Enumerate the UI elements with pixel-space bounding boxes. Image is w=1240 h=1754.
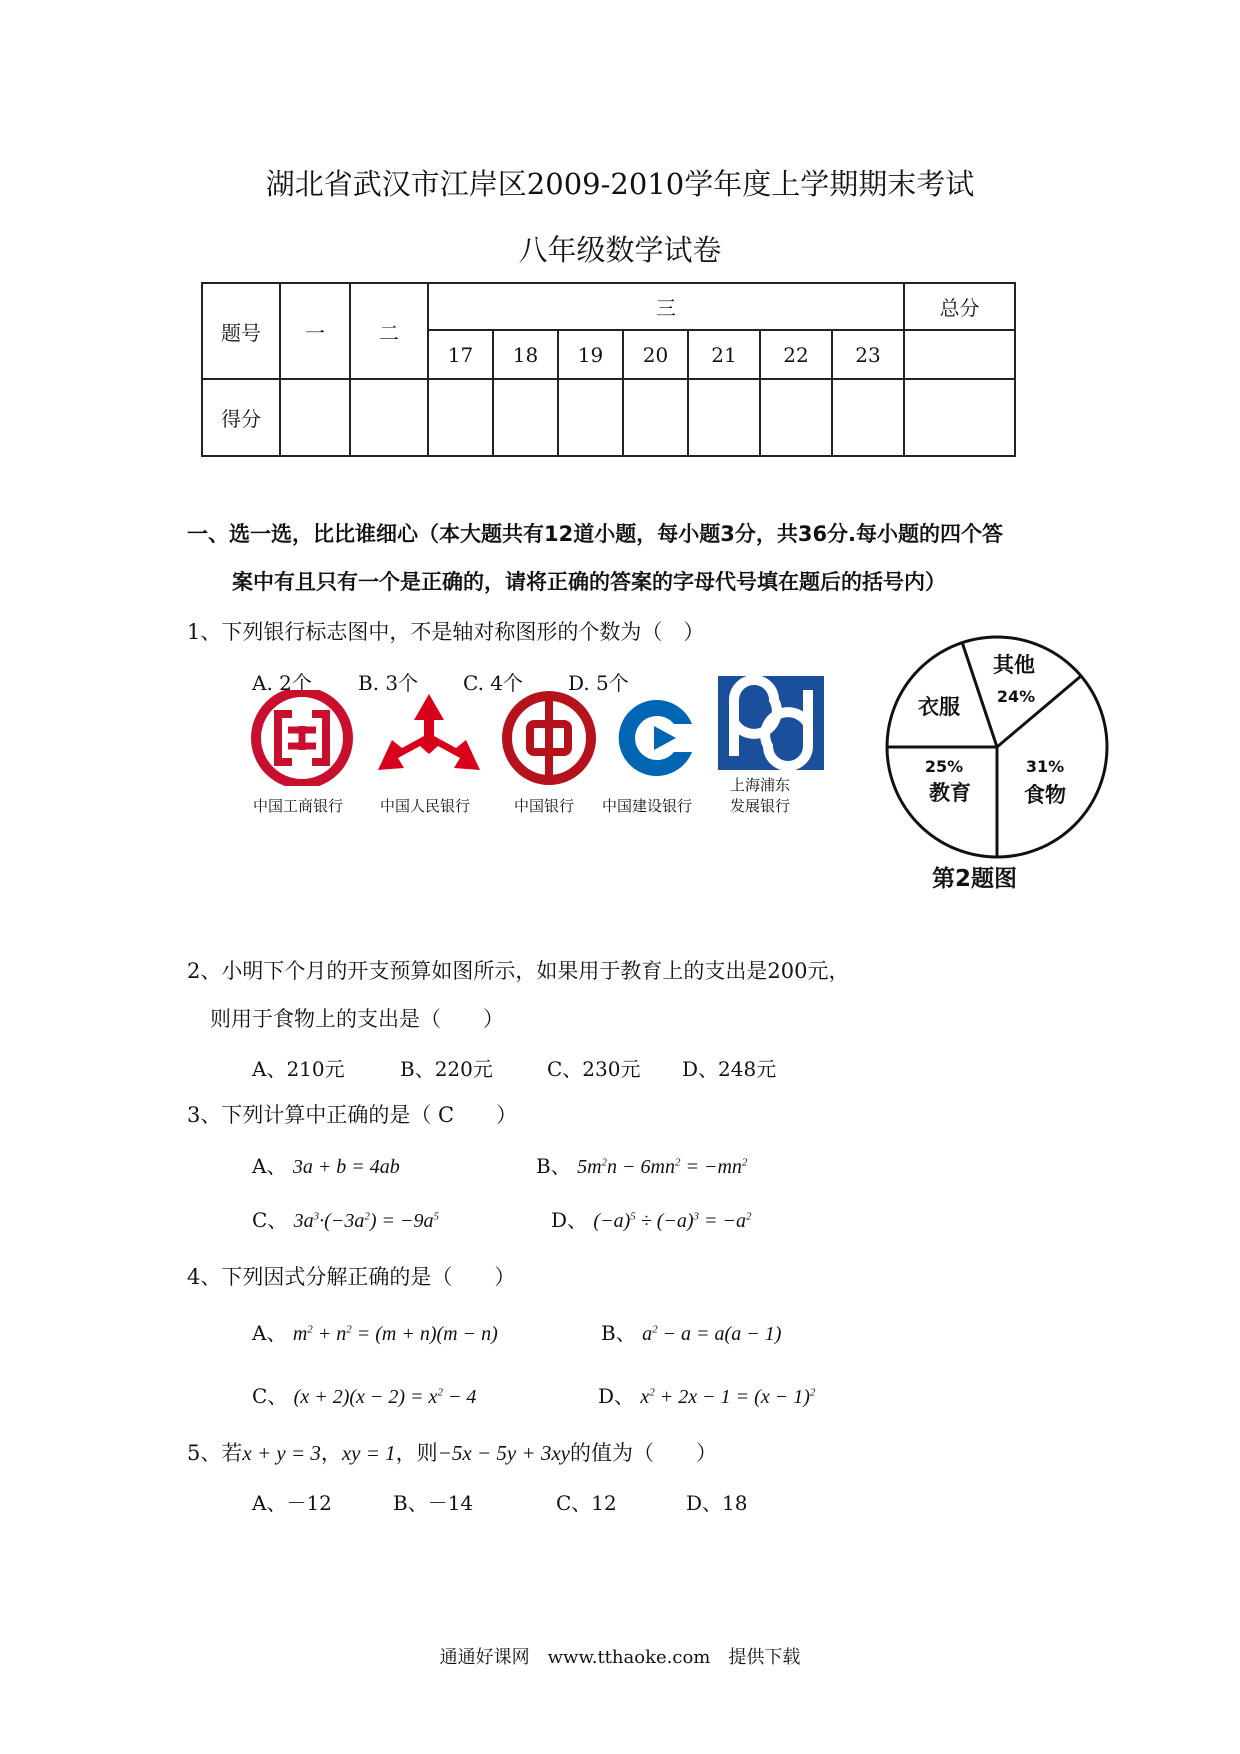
logo-caption-spdb-line1: 上海浦东 [730, 776, 791, 794]
q5-option-a: A、－12 [252, 1491, 332, 1515]
score-table-subcol: 21 [688, 330, 760, 379]
score-table-col-three: 三 [428, 283, 904, 330]
score-table [201, 282, 1016, 457]
score-table-subcol: 19 [558, 330, 623, 379]
section1-header-line2: 案中有且只有一个是正确的，请将正确的答案的字母代号填在题后的括号内） [232, 570, 946, 594]
score-cell [760, 379, 832, 456]
score-table-subcol: 17 [428, 330, 493, 379]
score-table-col-one: 一 [280, 283, 350, 379]
q4-option-a: A、 $m^2 + n^2 = (m + n)(m - n)$ [252, 1321, 498, 1345]
pie-pct-education: 25% [924, 757, 964, 776]
score-table-subcol: 23 [832, 330, 904, 379]
score-table-subcol: 20 [623, 330, 688, 379]
pie-caption: 第2题图 [932, 866, 1018, 892]
score-cell [688, 379, 760, 456]
score-table-row-label-question: 题号 [202, 283, 280, 379]
q2-stem-line2: 则用于食物上的支出是（ ） [210, 1007, 504, 1031]
q3-option-c: C、 $3a^3\cdot(-3a^2) = -9a^5$ [252, 1208, 439, 1232]
q3-stem: 3、下列计算中正确的是（ C ） [187, 1103, 518, 1127]
q4-option-b: B、 $a^2 - a = a(a - 1)$ [601, 1321, 782, 1345]
score-table-subcol: 18 [493, 330, 558, 379]
q1-option-a: A. 2个 [252, 671, 312, 695]
q4-option-c: C、 $(x + 2)(x - 2) = x^2 - 4$ [252, 1384, 477, 1408]
logo-caption-pboc: 中国人民银行 [380, 797, 471, 815]
score-cell [623, 379, 688, 456]
budget-pie-chart [882, 632, 1112, 862]
pie-label-clothes: 衣服 [918, 695, 960, 719]
ccb-logo-icon [614, 696, 698, 780]
q1-option-c: C. 4个 [463, 671, 524, 695]
icbc-logo-icon [248, 690, 356, 786]
score-cell [904, 379, 1015, 456]
score-cell [350, 379, 428, 456]
q5-option-d: D、18 [686, 1491, 748, 1515]
section1-header-line1: 一、选一选，比比谁细心（本大题共有12道小题，每小题3分，共36分.每小题的四个答 [187, 522, 1004, 546]
score-table-col-two: 二 [350, 283, 428, 379]
logo-caption-ccb: 中国建设银行 [602, 797, 693, 815]
pie-label-food: 食物 [1024, 783, 1066, 807]
q5-stem: 5、若x + y = 3，xy = 1，则−5x − 5y + 3xy的值为（ ） [187, 1441, 717, 1465]
pie-pct-food: 31% [1025, 757, 1065, 776]
q1-stem: 1、下列银行标志图中，不是轴对称图形的个数为（ ） [187, 620, 705, 644]
score-cell [428, 379, 493, 456]
exam-subtitle: 八年级数学试卷 [518, 233, 722, 267]
score-table-row-label-score: 得分 [202, 379, 280, 456]
score-cell [280, 379, 350, 456]
score-table-col-total: 总分 [904, 283, 1015, 330]
score-cell [493, 379, 558, 456]
score-cell [832, 379, 904, 456]
spdb-logo-icon [718, 676, 824, 770]
score-cell [558, 379, 623, 456]
pboc-logo-icon [374, 690, 484, 786]
q2-option-b: B、220元 [400, 1057, 493, 1081]
q4-stem: 4、下列因式分解正确的是（ ） [187, 1265, 516, 1289]
q2-stem-line1: 2、小明下个月的开支预算如图所示，如果用于教育上的支出是200元， [187, 959, 850, 983]
score-table-subcol: 22 [760, 330, 832, 379]
q1-option-b: B. 3个 [358, 671, 419, 695]
q3-option-b: B、 $5m^2n - 6mn^2 = -mn^2$ [536, 1154, 748, 1178]
q2-option-c: C、230元 [547, 1057, 641, 1081]
q2-option-a: A、210元 [252, 1057, 345, 1081]
q3-option-a: A、 3a + b = 4ab [252, 1154, 400, 1178]
q3-option-d: D、 $(-a)^5 \div (-a)^3 = -a^2$ [551, 1208, 752, 1232]
q1-option-d: D. 5个 [568, 671, 629, 695]
boc-logo-icon [500, 690, 598, 786]
q5-option-c: C、12 [556, 1491, 617, 1515]
q5-option-b: B、－14 [393, 1491, 474, 1515]
pie-label-other: 其他 [993, 653, 1035, 677]
logo-caption-spdb-line2: 发展银行 [730, 797, 791, 815]
logo-caption-icbc: 中国工商银行 [253, 797, 344, 815]
pie-label-education: 教育 [929, 781, 971, 805]
q4-option-d: D、 $x^2 + 2x - 1 = (x - 1)^2$ [598, 1384, 816, 1408]
pie-pct-other: 24% [996, 687, 1036, 706]
logo-caption-boc: 中国银行 [514, 797, 575, 815]
q2-option-d: D、248元 [682, 1057, 777, 1081]
page-footer: 通通好课网 www.tthaoke.com 提供下载 [439, 1647, 801, 1668]
score-table-total-cell [904, 330, 1015, 379]
exam-title: 湖北省武汉市江岸区2009-2010学年度上学期期末考试 [265, 167, 975, 201]
